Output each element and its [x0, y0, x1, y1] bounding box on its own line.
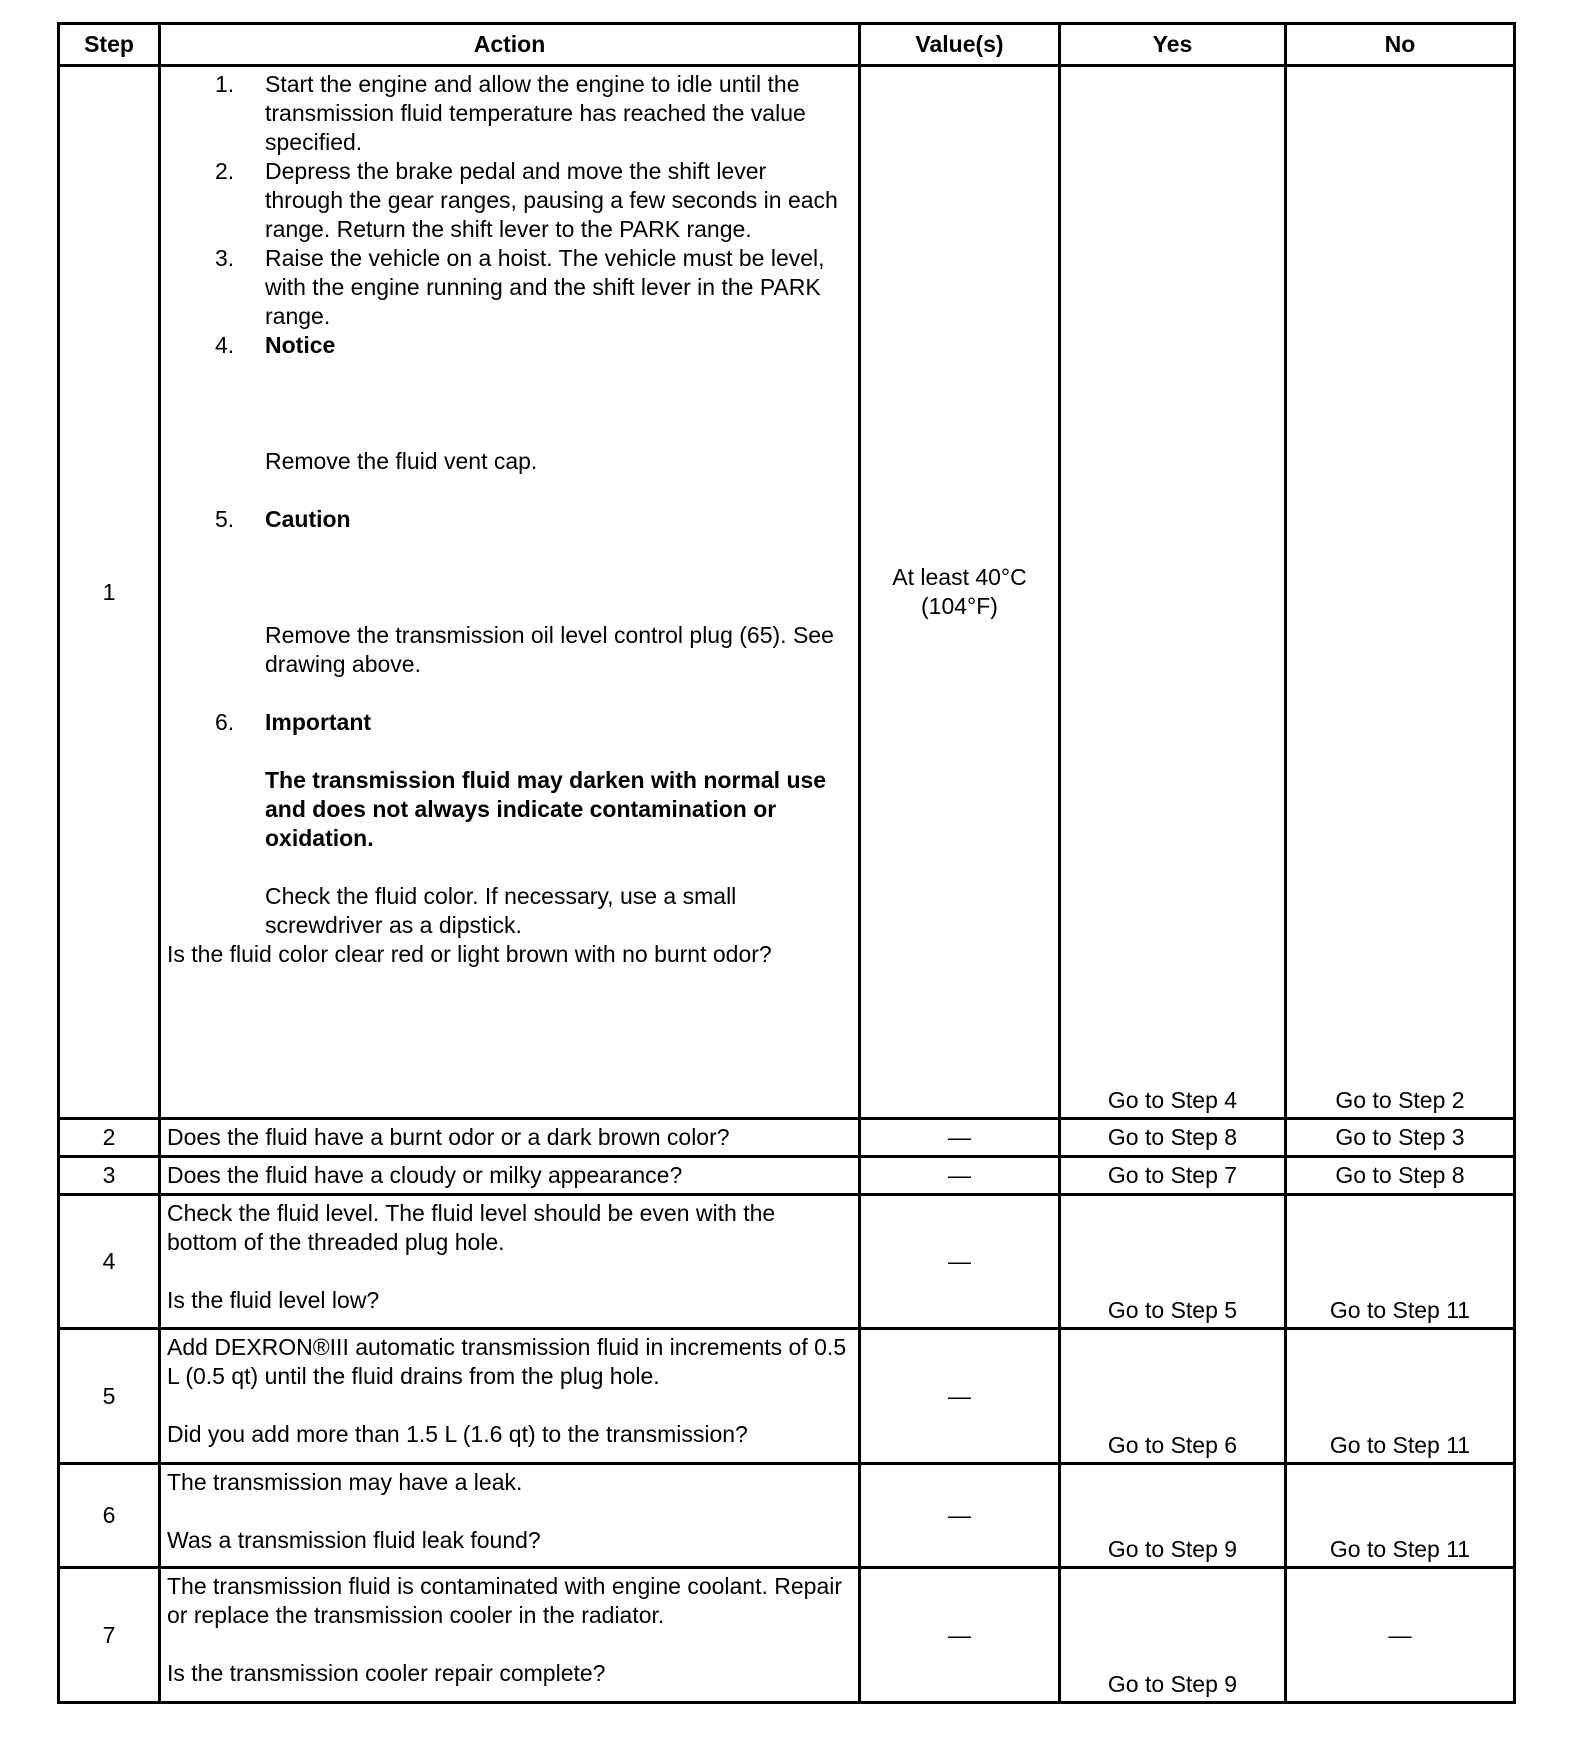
- no-cell: Go to Step 3: [1286, 1119, 1515, 1157]
- list-item: [167, 157, 850, 244]
- question-text: Was a transmission fluid leak found?: [167, 1527, 541, 1553]
- list-number: 3.: [215, 245, 235, 271]
- list-number: 6.: [215, 709, 235, 735]
- question-text: Is the fluid color clear red or light brown with no burnt odor?: [167, 941, 772, 967]
- yes-cell: Go to Step 7: [1060, 1157, 1286, 1195]
- action-cell: [160, 1568, 860, 1703]
- table-row-step-2: [59, 1119, 1515, 1157]
- step-number: 3: [59, 1157, 160, 1195]
- no-cell: Go to Step 11: [1286, 1195, 1515, 1329]
- step-number: 7: [59, 1568, 160, 1703]
- list-text: Remove the transmission oil level control plug (65). See drawing above.: [265, 622, 834, 677]
- step-number: 5: [59, 1329, 160, 1464]
- list-item: [167, 244, 850, 331]
- step-number: 6: [59, 1464, 160, 1568]
- no-cell: —: [1286, 1568, 1515, 1703]
- table-row-step-1: [59, 66, 1515, 1119]
- important-heading: Important: [265, 709, 372, 735]
- table-row-step-5: [59, 1329, 1515, 1464]
- value-cell: —: [860, 1157, 1060, 1195]
- header-yes: Yes: [1060, 24, 1286, 66]
- yes-cell: Go to Step 9: [1060, 1568, 1286, 1703]
- header-no: No: [1286, 24, 1515, 66]
- list-number: 5.: [215, 506, 235, 532]
- value-cell: —: [860, 1568, 1060, 1703]
- yes-cell: Go to Step 5: [1060, 1195, 1286, 1329]
- step-number: 1: [59, 66, 160, 1119]
- value-cell: [860, 66, 1060, 1119]
- action-cell: [160, 66, 860, 1119]
- yes-cell: Go to Step 8: [1060, 1119, 1286, 1157]
- yes-cell: Go to Step 6: [1060, 1329, 1286, 1464]
- header-row: [59, 24, 1515, 66]
- value-cell: —: [860, 1464, 1060, 1568]
- value-cell: —: [860, 1195, 1060, 1329]
- value-cell: —: [860, 1119, 1060, 1157]
- no-cell: Go to Step 2: [1286, 66, 1515, 1119]
- list-item: [167, 70, 850, 157]
- action-cell: [160, 1195, 860, 1329]
- header-action: Action: [160, 24, 860, 66]
- action-text: The transmission may have a leak.: [167, 1469, 523, 1495]
- action-text: The transmission fluid is contaminated with engine coolant. Repair or replace the transmission cooler in the radiator.: [167, 1573, 843, 1628]
- value-text: At least 40°C: [892, 564, 1027, 590]
- value-cell: —: [860, 1329, 1060, 1464]
- value-text: (104°F): [921, 593, 998, 619]
- table-row-step-6: [59, 1464, 1515, 1568]
- list-item: [167, 708, 850, 940]
- yes-cell: Go to Step 9: [1060, 1464, 1286, 1568]
- list-text: Remove the fluid vent cap.: [265, 448, 538, 474]
- diagnostic-table-container: [57, 22, 1513, 1704]
- step-number: 2: [59, 1119, 160, 1157]
- question-text: Does the fluid have a burnt odor or a dark brown color?: [160, 1119, 860, 1157]
- header-step: Step: [59, 24, 160, 66]
- no-cell: Go to Step 8: [1286, 1157, 1515, 1195]
- list-text: Raise the vehicle on a hoist. The vehicle must be level, with the engine running and the shift lever in the PARK range.: [265, 245, 825, 329]
- header-values: Value(s): [860, 24, 1060, 66]
- no-cell: Go to Step 11: [1286, 1464, 1515, 1568]
- procedure-list: [167, 70, 850, 940]
- notice-heading: Notice: [265, 332, 336, 358]
- list-number: 2.: [215, 158, 235, 184]
- yes-cell: Go to Step 4: [1060, 66, 1286, 1119]
- list-text: Check the fluid color. If necessary, use a small screwdriver as a dipstick.: [265, 883, 737, 938]
- table-row-step-3: [59, 1157, 1515, 1195]
- list-text: Start the engine and allow the engine to idle until the transmission fluid temperature has reached the value specified.: [265, 71, 806, 155]
- diagnostic-table: [57, 22, 1516, 1704]
- question-text: Is the fluid level low?: [167, 1287, 380, 1313]
- list-text: Depress the brake pedal and move the shift lever through the gear ranges, pausing a few seconds in each range. Return the shift lever to the PARK range.: [265, 158, 838, 242]
- action-text: Check the fluid level. The fluid level should be even with the bottom of the threaded plug hole.: [167, 1200, 776, 1255]
- action-text: Add DEXRON®III automatic transmission fluid in increments of 0.5 L (0.5 qt) until the fluid drains from the plug hole.: [167, 1334, 847, 1389]
- question-text: Did you add more than 1.5 L (1.6 qt) to the transmission?: [167, 1421, 748, 1447]
- action-cell: [160, 1329, 860, 1464]
- list-number: 1.: [215, 71, 235, 97]
- question-text: Does the fluid have a cloudy or milky appearance?: [160, 1157, 860, 1195]
- question-text: Is the transmission cooler repair complete?: [167, 1660, 606, 1686]
- no-cell: Go to Step 11: [1286, 1329, 1515, 1464]
- list-number: 4.: [215, 332, 235, 358]
- list-item: [167, 505, 850, 708]
- important-text: The transmission fluid may darken with normal use and does not always indicate contamination or oxidation.: [265, 767, 827, 851]
- step-number: 4: [59, 1195, 160, 1329]
- caution-heading: Caution: [265, 506, 351, 532]
- list-item: [167, 331, 850, 505]
- table-row-step-7: [59, 1568, 1515, 1703]
- action-cell: [160, 1464, 860, 1568]
- table-row-step-4: [59, 1195, 1515, 1329]
